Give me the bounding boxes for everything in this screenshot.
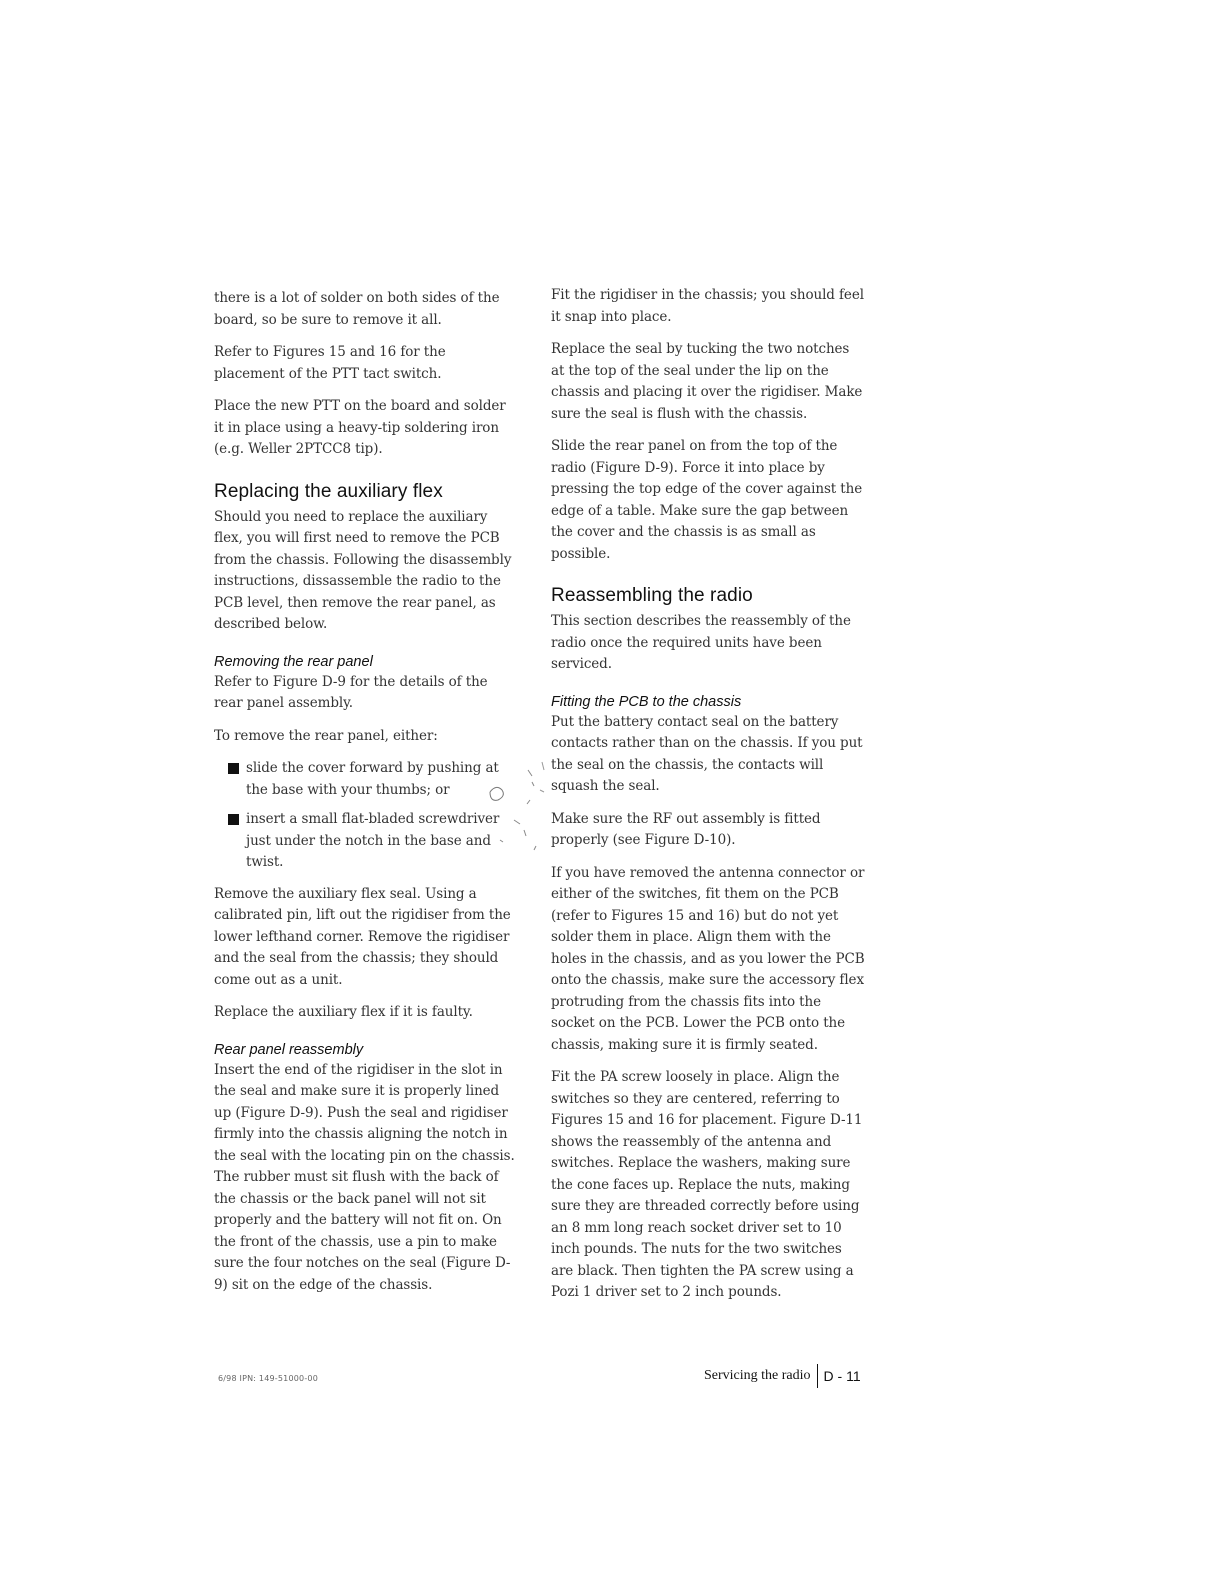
paragraph: If you have removed the antenna connector or either of the switches, fit them on the PCB (refer to Figures 15 and 16) but do not yet solder them in place. Align them with the holes in the chassis, and as you lower the PCB onto the chassis, make sure the accessory flex protruding from the chassis fits into the socket on the PCB. Lower the PCB onto the chassis, making sure it is firmly seated. xyxy=(551,864,865,1053)
section-heading-aux-flex: Replacing the auxiliary flex xyxy=(214,480,443,502)
paragraph: there is a lot of solder on both sides of the board, so be sure to remove it all. xyxy=(214,290,500,328)
paragraph: Slide the rear panel on from the top of the radio (Figure D-9). Force it into place by pressing the top edge of the cover against the edge of a table. Make sure the gap between the cover and the chassis is as small as possible. xyxy=(551,438,863,562)
bullet-square-icon xyxy=(228,814,239,825)
paragraph: This section describes the reassembly of the radio once the required units have been serviced. xyxy=(551,613,851,672)
document-code: 6/98 IPN: 149-51000-00 xyxy=(218,1374,318,1383)
pen-scribble-marks xyxy=(470,760,550,880)
paragraph: Insert the end of the rigidiser in the slot in the seal and make sure it is properly lined up (Figure D-9). Push the seal and rigidiser firmly into the chassis aligning the notch in the seal with the locating pin on the chassis. The rubber must sit flush with the back of the chassis or the back panel will not sit properly and the battery will not fit on. On the front of the chassis, use a pin to make sure the four notches on the seal (Figure D-9) sit on the edge of the chassis. xyxy=(214,1061,515,1293)
paragraph: Place the new PTT on the board and solder it in place using a heavy-tip soldering iron (e.g. Weller 2PTCC8 tip). xyxy=(214,398,506,457)
paragraph: To remove the rear panel, either: xyxy=(214,727,438,744)
paragraph: Fit the PA screw loosely in place. Align the switches so they are centered, referring to Figures 15 and 16 for placement. Figure D-11 shows the reassembly of the antenna and switches. Replace the washers, making sure the cone faces up. Replace the nuts, making sure they are threaded correctly before using an 8 mm long reach socket driver set to 10 inch pounds. The nuts for the two switches are black. Then tighten the PA screw using a Pozi 1 driver set to 2 inch pounds. xyxy=(551,1069,863,1300)
bullet-text: slide the cover forward by pushing at the base with your thumbs; or xyxy=(246,760,499,798)
subheading-fitting-pcb: Fitting the PCB to the chassis xyxy=(551,693,742,710)
right-column xyxy=(551,285,866,1315)
paragraph: Refer to Figures 15 and 16 for the placement of the PTT tact switch. xyxy=(214,344,446,382)
page-footer xyxy=(704,1364,861,1388)
page-number: D - 11 xyxy=(823,1368,861,1384)
section-heading-reassembling: Reassembling the radio xyxy=(551,585,753,606)
footer-section-title: Servicing the radio xyxy=(704,1368,811,1383)
subheading-removing-rear-panel: Removing the rear panel xyxy=(214,653,373,670)
paragraph: Replace the auxiliary flex if it is faulty. xyxy=(214,1004,473,1020)
footer-divider xyxy=(817,1364,818,1388)
paragraph: Fit the rigidiser in the chassis; you should feel it snap into place. xyxy=(551,287,864,325)
paragraph: Replace the seal by tucking the two notches at the top of the seal under the lip on the chassis and placing it over the rigidiser. Make sure the seal is flush with the chassis. xyxy=(551,341,863,422)
paragraph: Put the battery contact seal on the battery contacts rather than on the chassis. If you put the seal on the chassis, the contacts will squash the seal. xyxy=(551,713,863,794)
bullet-text: insert a small flat-bladed screwdriver just under the notch in the base and twist. xyxy=(246,811,500,870)
subheading-rear-panel-reassembly: Rear panel reassembly xyxy=(214,1041,364,1058)
paragraph: Make sure the RF out assembly is fitted properly (see Figure D-10). xyxy=(551,810,821,848)
paragraph: Should you need to replace the auxiliary flex, you will first need to remove the PCB from the chassis. Following the disassembly instructions, dissassemble the radio to the PCB level, then remove the rear panel, as described below. xyxy=(214,508,512,632)
paragraph: Refer to Figure D-9 for the details of the rear panel assembly. xyxy=(214,673,488,711)
bullet-square-icon xyxy=(228,763,239,774)
paragraph: Remove the auxiliary flex seal. Using a calibrated pin, lift out the rigidiser from the lower lefthand corner. Remove the rigidiser and the seal from the chassis; they should come out as a unit. xyxy=(214,885,511,988)
